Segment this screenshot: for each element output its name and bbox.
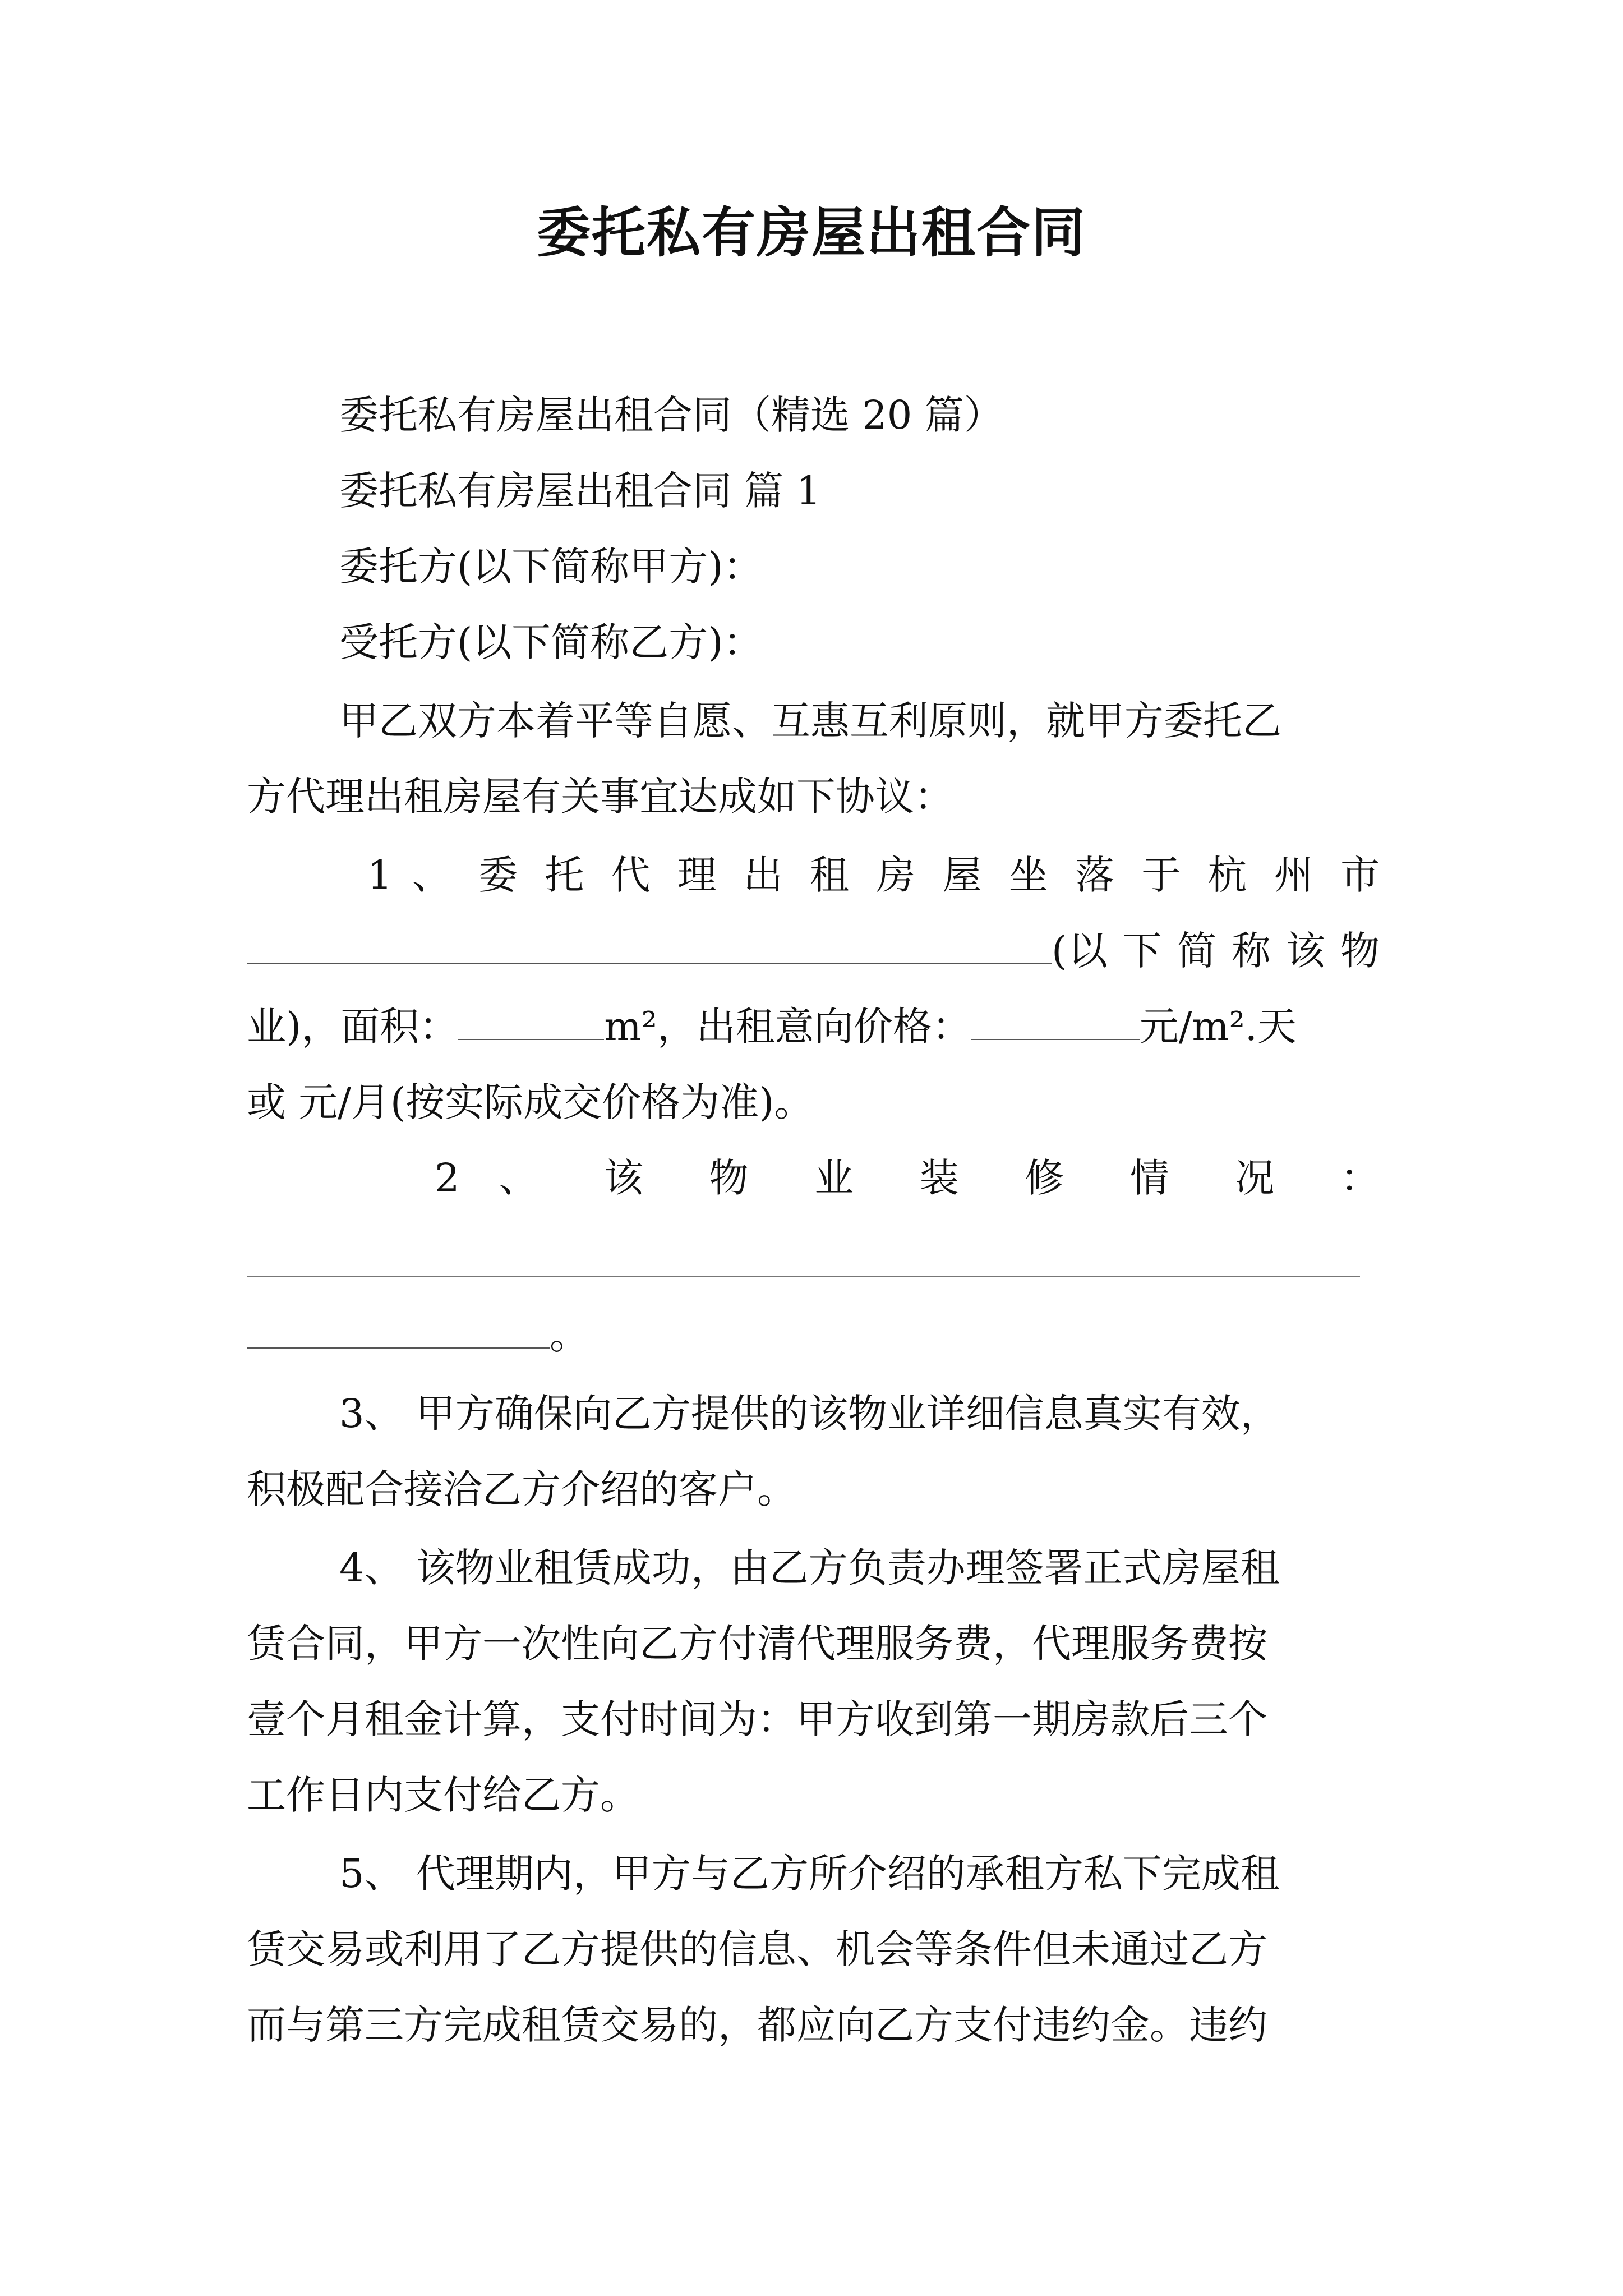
decoration-blank-line (247, 1276, 1360, 1277)
clause-2-end: 。 (550, 1312, 589, 1358)
price-label: m²，出租意向价格： (604, 1004, 971, 1050)
area-label: 业)，面积： (247, 1004, 459, 1050)
clause-2-line-3 (247, 1307, 1380, 1363)
clause-5-line-3: 而与第三方完成租赁交易的，都应向乙方支付违约金。违约 (247, 2002, 1267, 2048)
clause-2-line-1: 2 、 该 物 业 装 修 情 况 ： (435, 1155, 1380, 1201)
area-blank (458, 1000, 604, 1040)
decoration-blank-short (247, 1308, 550, 1349)
address-blank (247, 924, 1052, 964)
subtitle-line: 委托私有房屋出租合同（精选 20 篇） (339, 392, 1003, 438)
clause-4-line-2: 赁合同，甲方一次性向乙方付清代理服务费，代理服务费按 (247, 1621, 1267, 1667)
party-a-line: 委托方(以下简称甲方)： (339, 544, 763, 590)
section-heading: 委托私有房屋出租合同 篇 1 (339, 468, 822, 514)
preamble-line-2: 方代理出租房屋有关事宜达成如下协议： (247, 774, 953, 820)
preamble-line-1: 甲乙双方本着平等自愿、互惠互利原则，就甲方委托乙 (339, 698, 1281, 744)
clause-1-line-1: 1 、 委 托 代 理 出 租 房 屋 坐 落 于 杭 州 市 (367, 852, 1380, 898)
clause-5-line-2: 赁交易或利用了乙方提供的信息、机会等条件但未通过乙方 (247, 1926, 1267, 1972)
clause-4-line-3: 壹个月租金计算，支付时间为：甲方收到第一期房款后三个 (247, 1696, 1267, 1742)
clause-5-line-1: 5、 代理期内，甲方与乙方所介绍的承租方私下完成租 (339, 1851, 1280, 1897)
document-title: 委托私有房屋出租合同 (537, 201, 1086, 264)
clause-1-line-2 (247, 923, 1380, 979)
clause-3-line-1: 3、 甲方确保向乙方提供的该物业详细信息真实有效， (339, 1391, 1280, 1437)
clause-1-line-4: 或 元/月(按实际成交价格为准)。 (247, 1079, 814, 1125)
clause-3-line-2: 积极配合接洽乙方介绍的客户。 (247, 1466, 796, 1512)
address-suffix: (以 下 简 称 该 物 (1052, 928, 1380, 974)
price-unit: 元/m².天 (1139, 1004, 1297, 1050)
clause-1-line-3 (247, 999, 1380, 1055)
price-blank (971, 1000, 1140, 1040)
clause-4-line-1: 4、 该物业租赁成功，由乙方负责办理签署正式房屋租 (339, 1545, 1280, 1591)
clause-4-line-4: 工作日内支付给乙方。 (247, 1772, 639, 1818)
party-b-line: 受托方(以下简称乙方)： (339, 619, 763, 665)
